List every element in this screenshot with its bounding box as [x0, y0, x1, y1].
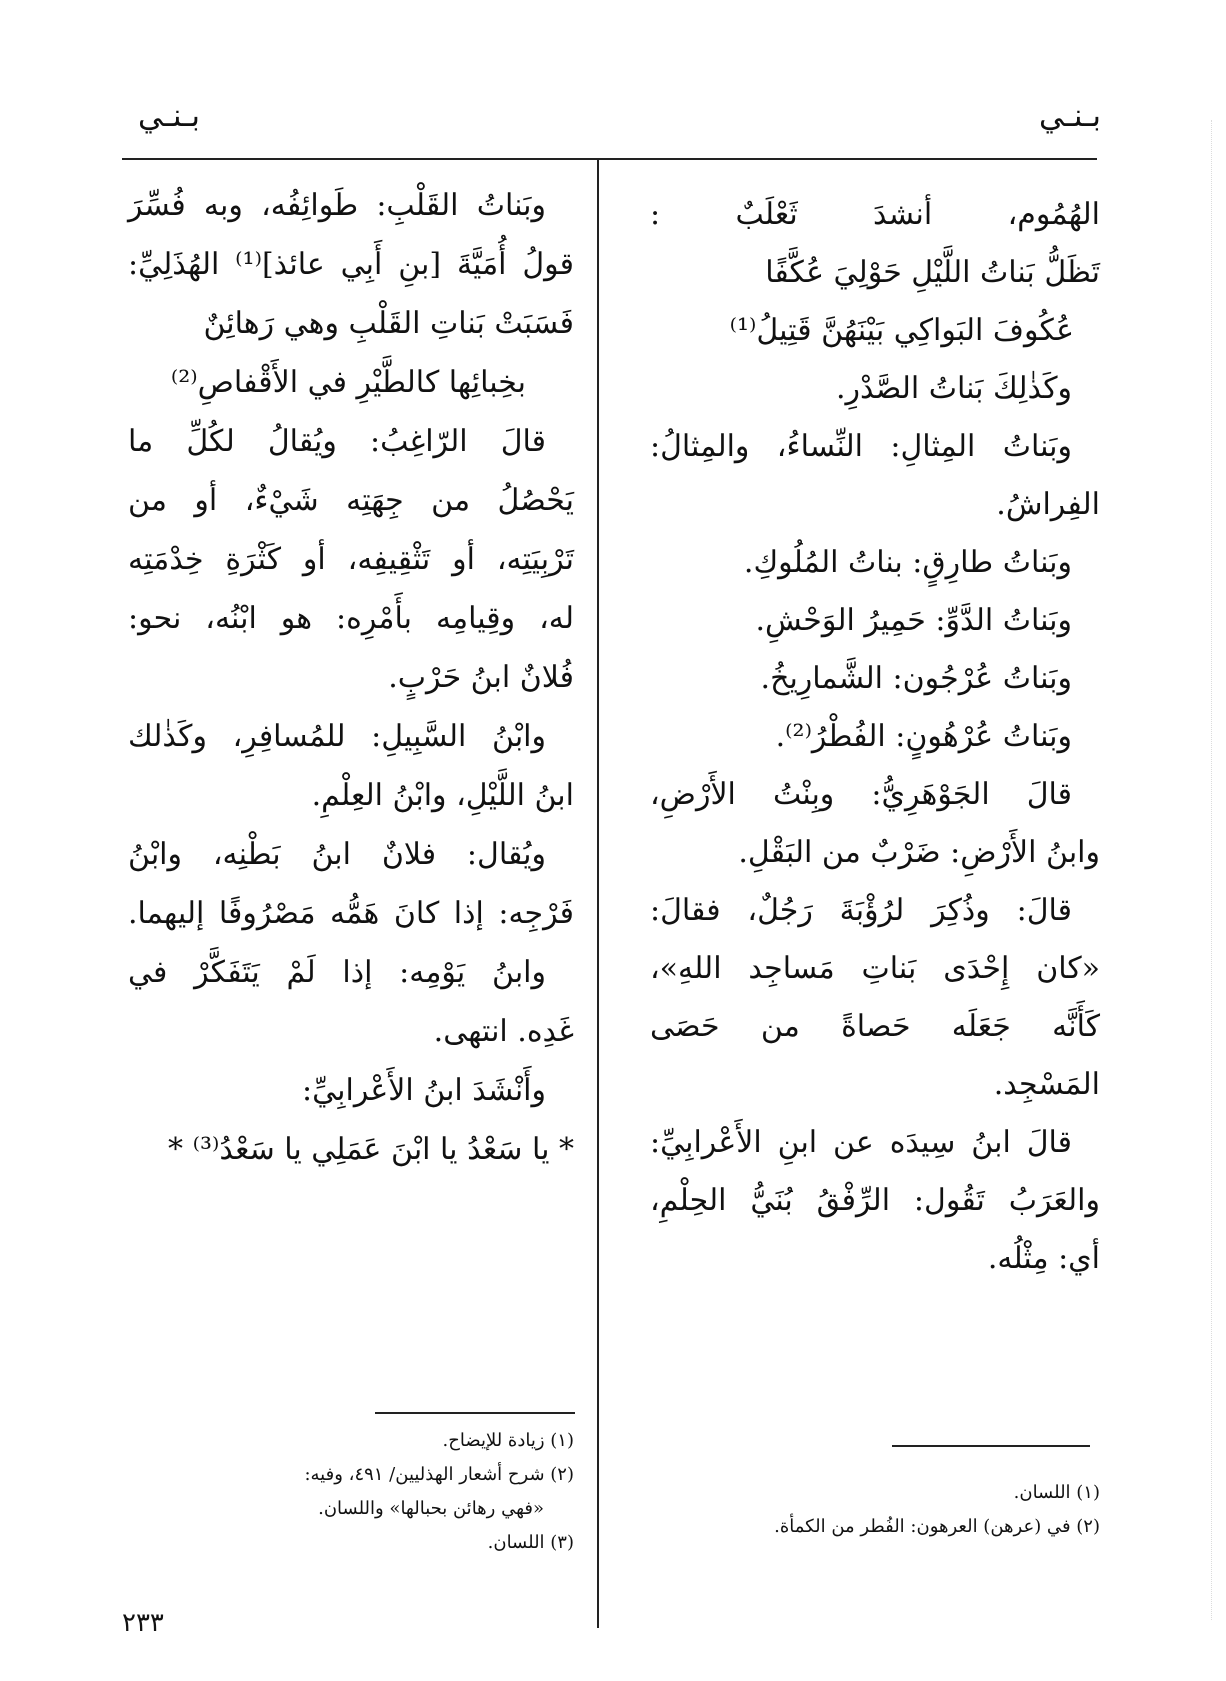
text-line: قالَ الرّاغِبُ: ويُقالُ لكُلِّ ما	[128, 424, 546, 459]
footnotes-left	[128, 1424, 574, 1560]
text-line: تَرْبِيَتِه، أو تَثْقِيفِه، أو كَثْرَةِ خِدْمَتِه	[128, 542, 574, 577]
right-column	[650, 186, 1100, 1288]
text-line: قولُ أُمَيَّةَ [بنِ أَبِي عائذ]⁽¹⁾ الهُذَلِيِّ:	[128, 247, 574, 282]
text-line: وكَذٰلِكَ بَناتُ الصَّدْرِ.	[835, 371, 1072, 406]
text-line: غَدِه. انتهى.	[433, 1014, 574, 1049]
verse-line: فَسَبَتْ بَناتِ القَلْبِ وهي رَهائِنٌ	[203, 306, 574, 341]
text-line: وبَناتُ طارِقٍ: بناتُ المُلُوكِ.	[743, 545, 1072, 580]
text-line: وبَناتُ عُرْجُون: الشَّمارِيخُ.	[760, 661, 1072, 696]
text-line: ويُقال: فلانٌ ابنُ بَطْنِه، وابْنُ	[128, 837, 546, 872]
text-line: وبَناتُ عُرْهُونٍ: الفُطْرُ⁽²⁾.	[775, 719, 1072, 754]
footnote: (٣) اللسان.	[487, 1532, 574, 1553]
text-line: وأَنْشَدَ ابنُ الأَعْرابِيِّ:	[302, 1073, 546, 1108]
footnote: «فهي رهائن بحبالها» واللسان.	[318, 1498, 544, 1519]
page-number: ٢٣٣	[122, 1608, 164, 1638]
text-line: وابنُ الأَرْضِ: ضَرْبٌ من البَقْلِ.	[738, 835, 1100, 870]
running-header-left: بـنـي	[138, 98, 200, 134]
text-line: قالَ ابنُ سِيدَه عن ابنِ الأَعْرابِيِّ:	[650, 1125, 1072, 1160]
footnote-rule-left	[375, 1412, 575, 1414]
text-line: فُلانٌ ابنُ حَرْبٍ.	[388, 660, 574, 695]
text-line: والعَرَبُ تَقُول: الرِّفْقُ بُنَيُّ الحِلْمِ،	[650, 1183, 1100, 1218]
text-line: الهُمُوم، أنشدَ ثَعْلَبٌ :	[650, 197, 1100, 232]
verse-line: بخِبائِها كالطَّيْرِ في الأَقْفاصِ⁽²⁾	[170, 365, 526, 400]
text-line: وابْنُ السَّبِيلِ: للمُسافِرِ، وكَذٰلك	[128, 719, 546, 754]
text-line: وبَناتُ المِثالِ: النِّساءُ، والمِثالُ:	[650, 429, 1072, 464]
footnote: (١) زيادة للإيضاح.	[442, 1430, 574, 1451]
verse-line: تَظَلُّ بَناتُ اللَّيْلِ حَوْلِيَ عُكَّفًا	[765, 255, 1100, 290]
left-column	[128, 176, 574, 1179]
footnote: (٢) شرح أشعار الهذليين/ ٤٩١، وفيه:	[304, 1464, 574, 1485]
footnote-rule-right	[892, 1445, 1090, 1447]
footnotes-right	[650, 1476, 1100, 1544]
running-header-right: بـنـي	[1039, 98, 1101, 134]
text-line: * يا سَعْدُ يا ابْنَ عَمَلِي يا سَعْدُ⁽³⁾ *	[168, 1132, 574, 1167]
text-line: «كان إِحْدَى بَناتِ مَساجِد اللهِ»،	[650, 951, 1100, 986]
text-line: الفِراشُ.	[996, 487, 1100, 522]
column-divider	[597, 158, 599, 1628]
text-line: وبَناتُ القَلْبِ: طَوائِفُه، وبه فُسِّرَ	[128, 188, 546, 223]
text-line: وابنُ يَوْمِه: إذا لَمْ يَتَفَكَّرْ في	[128, 955, 546, 990]
text-line: وبَناتُ الدَّوِّ: حَمِيرُ الوَحْشِ.	[755, 603, 1072, 638]
text-line: قالَ: وذُكِرَ لرُؤْبَةَ رَجُلٌ، فقالَ:	[650, 893, 1072, 928]
footnote: (١) اللسان.	[1013, 1482, 1100, 1503]
text-line: فَرْجِه: إذا كانَ هَمُّه مَصْرُوفًا إليهما.	[128, 896, 574, 931]
text-line: ابنُ اللَّيْلِ، وابْنُ العِلْمِ.	[311, 778, 574, 813]
text-line: المَسْجِد.	[993, 1067, 1100, 1102]
verse-line: عُكُوفَ البَواكِي بَيْنَهُنَّ قَتِيلُ⁽¹⁾	[729, 313, 1074, 348]
text-line: له، وقِيامِه بأَمْرِه: هو ابْنُه، نحو:	[128, 601, 574, 636]
scan-edge-marks	[1211, 120, 1226, 1620]
text-line: قالَ الجَوْهَرِيُّ: وبِنْتُ الأَرْضِ،	[650, 777, 1072, 812]
text-line: يَحْصُلُ من جِهَتِه شَيْءٌ، أو من	[128, 483, 574, 518]
text-line: كَأَنَّه جَعَلَه حَصاةً من حَصَى	[650, 1009, 1100, 1044]
footnote: (٢) في (عرهن) العرهون: الفُطر من الكمأة.	[774, 1516, 1100, 1537]
text-line: أي: مِثْلُه.	[987, 1241, 1100, 1276]
header-rule	[122, 158, 1097, 160]
